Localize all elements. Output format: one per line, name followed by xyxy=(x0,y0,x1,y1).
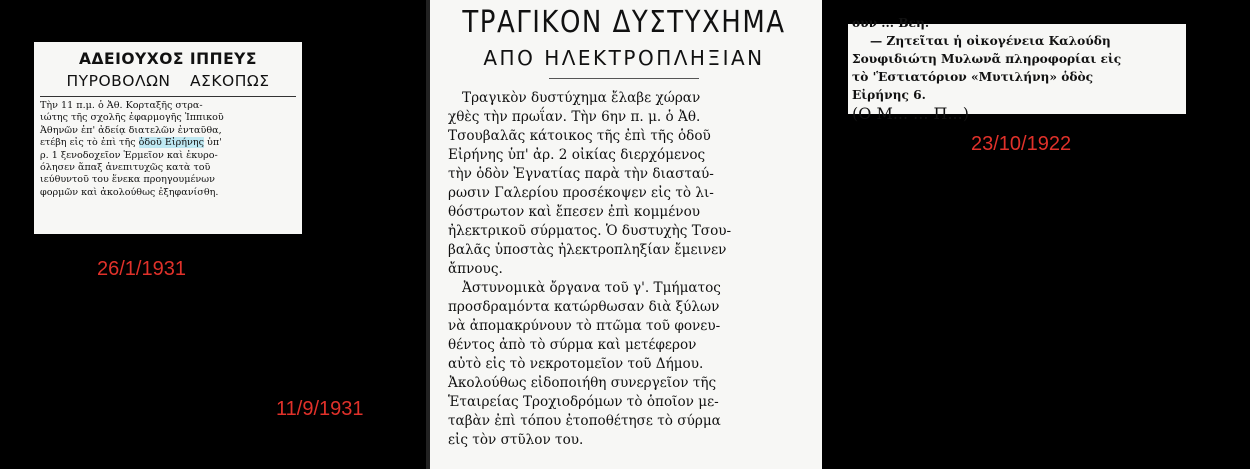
text-line: θέντος ἀπὸ τὸ σύρμα καὶ μετέφερον xyxy=(448,337,697,353)
text-line: ρ. 1 ξενοδοχεῖον Ἑρμεῖον καὶ ἐκυρο- xyxy=(40,149,218,161)
text-line: ιεύθυντοῦ του ἕνεκα προηγουμένων xyxy=(40,174,215,186)
text-line: Σουφιδιώτη Μυλωνᾶ πληροφορίαι εἰς xyxy=(852,52,1122,66)
clipping-body xyxy=(34,100,302,199)
clipping-subheadline: ΠΥΡΟΒΟΛΩΝ ΑΣΚΟΠΩΣ xyxy=(66,72,270,90)
text-line: ιώτης τῆς σχολῆς ἐφαρμογῆς Ἱππικοῦ xyxy=(40,112,224,124)
divider xyxy=(549,78,699,79)
text-line: χθὲς τὴν πρωΐαν. Τὴν 6ην π. μ. ὁ Ἀθ. xyxy=(448,109,701,125)
text-line: Τσουβαλᾶς κάτοικος τῆς ἐπὶ τῆς ὁδοῦ xyxy=(448,128,711,144)
text-line: Τραγικὸν δυστύχημα ἔλαβε χώραν xyxy=(462,90,701,106)
newspaper-clipping-1931-september xyxy=(426,0,822,469)
clipping-subheadline: ΑΠΟ ΗΛΕΚΤΡΟΠΛΗΞΙΑΝ xyxy=(483,46,765,70)
cut-off-line: (Ο Μ... ... Π...) xyxy=(852,104,969,123)
highlighted-street-name: ὁδοῦ Εἰρήνης xyxy=(138,137,204,149)
text-line: ἠλεκτρικοῦ σύρματος. Ὁ δυστυχὴς Τσου- xyxy=(448,223,732,239)
text-line: Ἀκολούθως εἰδοποιήθη συνεργεῖον τῆς xyxy=(448,375,717,391)
text-line: Ἀθηνῶν ἐπ' ἀδείᾳ διατελῶν ἐνταῦθα, xyxy=(40,124,222,136)
text-line: αὐτὸ εἰς τὸ νεκροτομεῖον τοῦ Δήμου. xyxy=(448,356,704,372)
text-fragment: ὑπ' xyxy=(203,137,222,149)
column-edge xyxy=(426,0,430,469)
text-line: Εἰρήνης 6. xyxy=(852,88,926,102)
clipping-body xyxy=(426,89,822,450)
clipping-date: 26/1/1931 xyxy=(97,258,186,280)
clipping-body xyxy=(848,14,1186,104)
text-line: Τὴν 11 π.μ. ὁ Ἀθ. Κορταξῆς στρα- xyxy=(40,100,203,111)
text-line: προσδραμόντα κατώρθωσαν διὰ ξύλων xyxy=(448,299,720,315)
text-line xyxy=(40,137,298,149)
text-line: ρωσιν Γαλερίου προσέκοψεν εἰς τὸ λι- xyxy=(448,185,714,201)
text-line: θόστρωτον καὶ ἔπεσεν ἐπὶ κομμένου xyxy=(448,204,701,220)
text-line: τὴν ὁδὸν Ἐγνατίας παρὰ τὴν διασταύ- xyxy=(448,166,714,182)
text-line: ταβὰν ἐπὶ τόπου ἐτοποθέτησε τὸ σύρμα xyxy=(448,413,721,429)
text-line: νὰ ἀπομακρύνουν τὸ πτῶμα τοῦ φονευ- xyxy=(448,318,721,334)
text-line: Ἀστυνομικὰ ὄργανα τοῦ γ'. Τμήματος xyxy=(462,280,721,296)
text-line: φορμῶν καὶ ἀκολούθως ἐξηφανίσθη. xyxy=(40,186,219,198)
clipping-date: 23/10/1922 xyxy=(971,133,1072,155)
text-line: — Ζητεῖται ἡ οἰκογένεια Καλούδη xyxy=(870,34,1111,48)
text-line: Ἑταιρείας Τροχιοδρόμων τὸ ὁποῖον με- xyxy=(448,394,719,410)
clipping-headline: ΑΔΕΙΟΥΧΟΣ ΙΠΠΕΥΣ xyxy=(79,50,257,68)
clipping-headline: ΤΡΑΓΙΚΟΝ ΔΥΣΤΥΧΗΜΑ xyxy=(462,5,786,41)
text-line: τὸ 'Ἑστιατόριον «Μυτιλήνη» ὁδὸς xyxy=(852,70,1094,84)
newspaper-clipping-1922-october xyxy=(848,16,1186,123)
text-line: Εἰρήνης ὑπ' ἀρ. 2 οἰκίας διερχόμενος xyxy=(448,147,706,163)
newspaper-clipping-1931-january xyxy=(34,42,302,234)
text-line: όλησεν ἅπαξ ἀνεπιτυχῶς κατὰ τοῦ xyxy=(40,162,211,174)
text-fragment: ετέβη εἰς τὸ ἐπὶ τῆς xyxy=(40,137,139,149)
text-line: ἄπνους. xyxy=(448,261,503,277)
cut-off-line: ουν ... Βεη. xyxy=(852,16,930,30)
clipping-date: 11/9/1931 xyxy=(276,398,364,420)
text-line: βαλᾶς ὑποστὰς ἠλεκτροπληξίαν ἔμεινεν xyxy=(448,242,727,258)
divider xyxy=(40,96,296,97)
text-line: εἰς τὸν στῦλον του. xyxy=(448,432,584,448)
